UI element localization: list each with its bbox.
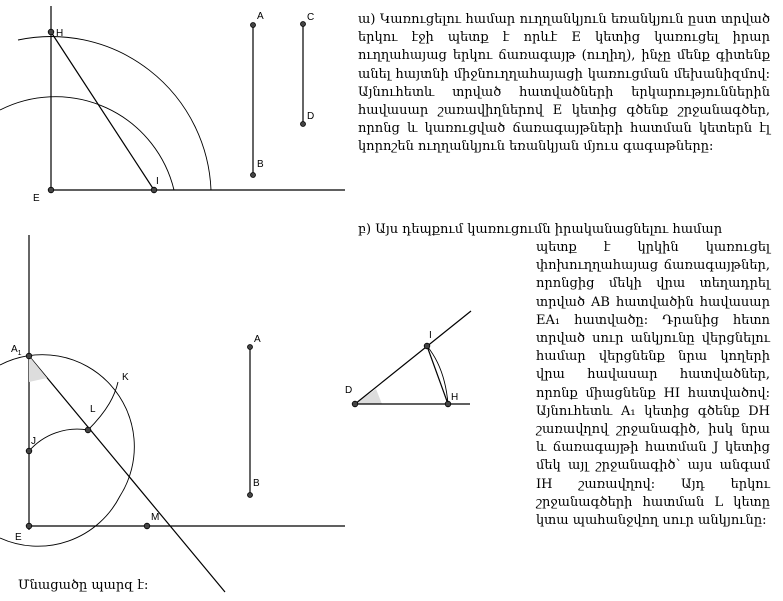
label-d: D <box>345 385 353 396</box>
label-m: M <box>151 512 160 523</box>
figure-a <box>0 6 345 204</box>
point-m <box>144 523 150 529</box>
point-d <box>352 401 358 407</box>
point-e <box>26 523 32 529</box>
label-a: A <box>254 334 261 345</box>
label-e: E <box>33 193 40 204</box>
point-i <box>424 343 430 349</box>
point-l <box>85 427 91 433</box>
label-d: D <box>307 111 315 122</box>
label-i: I <box>156 176 159 187</box>
hypotenuse-hi <box>51 32 154 190</box>
point-a <box>251 23 256 28</box>
arc-from-j <box>29 429 88 451</box>
angle-marker-d <box>355 389 382 404</box>
point-e <box>48 187 54 193</box>
label-a: A <box>257 11 264 22</box>
segment-hi <box>427 346 448 404</box>
label-a1: $A_1$ <box>11 344 22 357</box>
label-j: J <box>31 436 36 447</box>
label-h: H <box>451 392 459 403</box>
paragraph-b: պետք է կրկին կառուցել փոխուղղահայաց ճառագայթներ, որոնցից մեկի վրա տեղադրել տրված AB հատվածին հավասար EA₁ հատվածը: Դրանից հետո տրված սուր անկյունը վերցնելու համար վերցնենք նրա կողերի վրա հավասար հատվածներ, որոնք միացնենք HI հատվածով: Այնուհետև A₁ կետից գծենք DH շառավղով շրջանագիծ, իսկ նրա և ճառագայթի հատման J կետից մեկ այլ շրջանագիծ՝ այս անգամ IH շառավղով: Այդ երկու շրջանագծերի հատման L կետը կտա պահանջվող սուր անկյունը: <box>536 240 770 529</box>
footer-text: Մնացածը պարզ է: <box>18 578 149 593</box>
point-a <box>248 345 253 350</box>
figure-c <box>345 311 471 407</box>
circle-from-a1 <box>0 355 134 547</box>
point-h <box>48 29 54 35</box>
point-b <box>248 493 253 498</box>
point-h <box>445 401 451 407</box>
paragraph-b-lead: բ) Այս դեպքում կառուցումն իրականացնելու համար <box>358 222 723 237</box>
label-l: L <box>90 404 96 415</box>
side-di <box>355 311 471 404</box>
small-arc <box>0 97 174 190</box>
point-c <box>301 22 306 27</box>
point-i <box>151 187 157 193</box>
ray-a1-m <box>29 356 225 592</box>
label-k: K <box>122 372 129 383</box>
point-b <box>251 173 256 178</box>
figure-b <box>0 235 345 592</box>
big-arc <box>18 37 211 190</box>
label-e: E <box>15 532 22 543</box>
point-j <box>26 448 32 454</box>
label-b: B <box>257 159 264 170</box>
point-a1 <box>26 353 32 359</box>
label-b: B <box>253 478 260 489</box>
paragraph-a: ա) Կառուցելու համար ուղղանկյուն եռանկյուն ըստ տրված երկու էջի պետք է որևէ E կետից կառուցել իրար ուղղահայաց երկու ճառագայթ (ուղիղ), ինչը մենք գիտենք անել հայտնի միջնուղղահայացի կառուցման մեխանիզմով: Այնուհետև տրված հատվածների երկարություններին հավասար շառավիղներով E կետից գծենք շրջանագծեր, որոնց և կառուցված ճառագայթների հատման կետերն էլ կորոշեն ուղղանկյուն եռանկյան մյուս գագաթները: <box>358 12 770 155</box>
label-h: H <box>56 28 64 39</box>
point-d <box>301 122 306 127</box>
angle-marker-a1 <box>29 356 47 382</box>
label-i: I <box>429 330 432 341</box>
label-c: C <box>307 12 315 23</box>
